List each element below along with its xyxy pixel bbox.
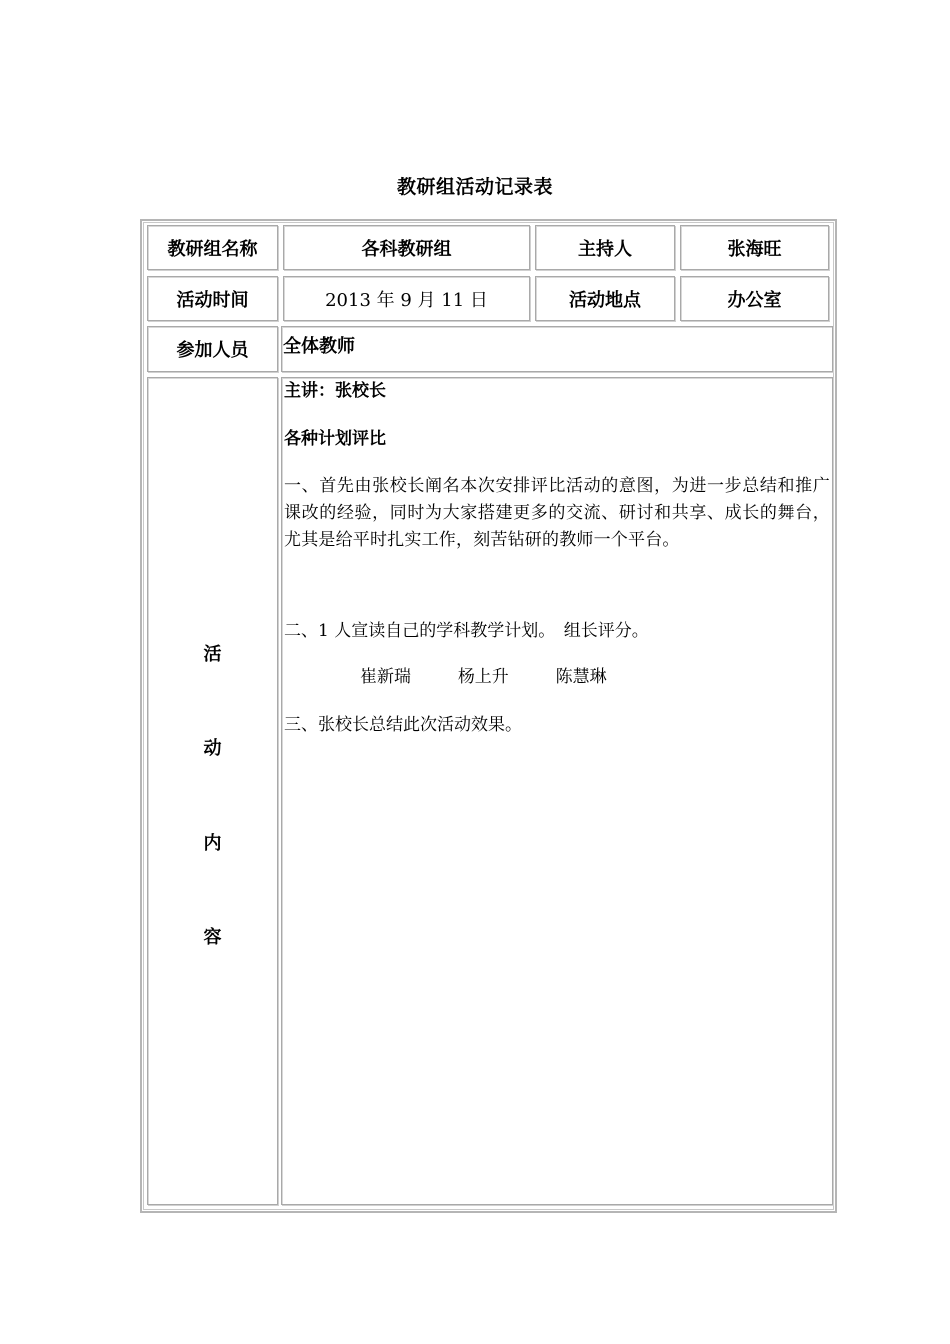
paragraph-intro: 一、首先由张校长阐名本次安排评比活动的意图，为进一步总结和推广课改的经验，同时为大家搭建更多的交流、研讨和共享、成长的舞台，尤其是给平时扎实工作，刻苦钻研的教师一个平台。	[284, 476, 830, 550]
paragraph-reading: 二、1 人宣读自己的学科教学计划。 组长评分。	[284, 621, 649, 641]
content-label-char-3: 内	[203, 833, 222, 854]
group-name-label: 教研组名称	[147, 225, 278, 270]
teacher-name-1: 崔新瑞	[360, 667, 411, 687]
speaker-line: 主讲：张校长	[284, 381, 386, 401]
teacher-names	[360, 664, 832, 691]
activity-location-value: 办公室	[680, 276, 829, 321]
activity-content-cell	[281, 377, 833, 1205]
participants-value: 全体教师	[281, 326, 833, 372]
paragraph-summary: 三、张校长总结此次活动效果。	[284, 715, 522, 735]
host-value: 张海旺	[680, 225, 829, 270]
topic-line: 各种计划评比	[284, 429, 386, 449]
content-label-char-1: 活	[203, 644, 222, 665]
activity-time-value: 2013 年 9 月 11 日	[283, 276, 530, 321]
teacher-name-3: 陈慧琳	[555, 667, 607, 687]
activity-content-label	[147, 377, 278, 1205]
host-label: 主持人	[535, 225, 675, 270]
document-title: 教研组活动记录表	[396, 176, 553, 198]
content-label-char-4: 容	[203, 927, 222, 948]
activity-location-label: 活动地点	[535, 276, 675, 321]
group-name-value: 各科教研组	[283, 225, 530, 270]
activity-time-label: 活动时间	[147, 276, 278, 321]
teacher-name-2: 杨上升	[457, 667, 509, 687]
participants-label: 参加人员	[147, 326, 278, 372]
content-label-char-2: 动	[203, 738, 222, 759]
